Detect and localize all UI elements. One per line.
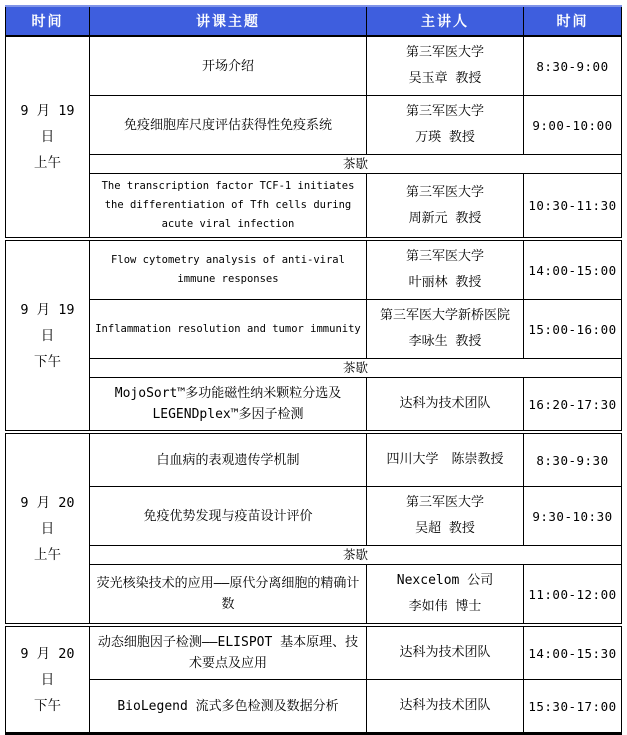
speaker-line: 第三军医大学 — [405, 104, 484, 119]
header-col-topic: 讲课主题 — [90, 6, 367, 36]
time-cell: 15:00-16:00 — [524, 300, 622, 359]
table-row — [6, 565, 622, 626]
speaker-cell — [367, 680, 524, 734]
schedule-section — [6, 239, 622, 432]
speaker-line: 第三军医大学新桥医院 — [379, 308, 510, 323]
table-row — [6, 625, 622, 680]
speaker-line: 四川大学 陈崇教授 — [386, 452, 504, 467]
topic-cell: MojoSort™多功能磁性纳米颗粒分选及LEGENDplex™多因子检测 — [90, 378, 367, 433]
table-row — [6, 36, 622, 96]
schedule-section — [6, 36, 622, 239]
date-text: 9 月 19 日 — [20, 301, 75, 344]
table-row — [6, 300, 622, 359]
date-text: 9 月 19 日 — [20, 103, 75, 145]
speaker-cell — [367, 96, 524, 155]
speaker-line: 第三军医大学 — [405, 249, 484, 264]
speaker-line: 达科为技术团队 — [399, 396, 491, 411]
speaker-line: 吴玉章 教授 — [408, 71, 482, 86]
speaker-cell — [367, 239, 524, 300]
topic-cell: 开场介绍 — [90, 36, 367, 96]
topic-cell: 免疫优势发现与疫苗设计评价 — [90, 487, 367, 546]
table-row — [6, 239, 622, 300]
time-cell: 16:20-17:30 — [524, 378, 622, 433]
speaker-cell — [367, 432, 524, 487]
speaker-cell — [367, 378, 524, 433]
speaker-cell — [367, 565, 524, 626]
time-cell: 9:00-10:00 — [524, 96, 622, 155]
speaker-line: 第三军医大学 — [405, 495, 484, 510]
topic-cell: Flow cytometry analysis of anti-viral immune responses — [90, 239, 367, 300]
time-cell: 14:00-15:00 — [524, 239, 622, 300]
date-cell — [6, 625, 90, 734]
schedule-table — [5, 5, 622, 735]
date-text: 9 月 20 日 — [20, 645, 75, 688]
break-cell: 茶歇 — [90, 155, 622, 174]
speaker-line: 李咏生 教授 — [408, 334, 482, 349]
header-col-date-time: 时间 — [6, 6, 90, 36]
table-row — [6, 432, 622, 487]
table-row — [6, 378, 622, 433]
date-cell — [6, 239, 90, 432]
speaker-cell — [367, 174, 524, 240]
topic-cell: 动态细胞因子检测——ELISPOT 基本原理、技术要点及应用 — [90, 625, 367, 680]
time-cell: 11:00-12:00 — [524, 565, 622, 626]
speaker-line: 吴超 教授 — [415, 521, 475, 536]
break-cell: 茶歇 — [90, 546, 622, 565]
break-row — [6, 155, 622, 174]
speaker-line: 周新元 教授 — [408, 210, 482, 226]
period-text: 下午 — [34, 353, 61, 370]
topic-cell: Inflammation resolution and tumor immunity — [90, 300, 367, 359]
table-row — [6, 680, 622, 734]
period-text: 上午 — [34, 155, 61, 171]
speaker-line: Nexcelom 公司 — [396, 573, 494, 588]
speaker-line: 第三军医大学 — [405, 45, 484, 60]
break-row — [6, 546, 622, 565]
time-cell: 15:30-17:00 — [524, 680, 622, 734]
topic-cell: 荧光核染技术的应用——原代分离细胞的精确计数 — [90, 565, 367, 626]
schedule-section — [6, 432, 622, 625]
speaker-cell — [367, 300, 524, 359]
date-text: 9 月 20 日 — [20, 494, 75, 537]
header-row — [6, 6, 622, 36]
table-row — [6, 487, 622, 546]
table-header — [6, 6, 622, 36]
date-cell — [6, 36, 90, 239]
topic-cell: BioLegend 流式多色检测及数据分析 — [90, 680, 367, 734]
period-text: 上午 — [34, 546, 61, 563]
header-col-time: 时间 — [524, 6, 622, 36]
speaker-line: 李如伟 博士 — [408, 599, 482, 614]
break-row — [6, 359, 622, 378]
time-cell: 8:30-9:00 — [524, 36, 622, 96]
topic-cell: The transcription factor TCF-1 initiates the differentiation of Tfh cells during acute viral infection — [90, 174, 367, 240]
schedule-section — [6, 625, 622, 734]
period-text: 下午 — [34, 697, 61, 714]
time-cell: 9:30-10:30 — [524, 487, 622, 546]
header-col-speaker: 主讲人 — [367, 6, 524, 36]
speaker-line: 叶丽林 教授 — [408, 275, 482, 290]
speaker-cell — [367, 625, 524, 680]
break-cell: 茶歇 — [90, 359, 622, 378]
speaker-cell — [367, 487, 524, 546]
table-row — [6, 96, 622, 155]
table-row — [6, 174, 622, 240]
topic-cell: 免疫细胞库尺度评估获得性免疫系统 — [90, 96, 367, 155]
speaker-line: 第三军医大学 — [405, 184, 484, 200]
speaker-line: 万瑛 教授 — [415, 130, 475, 145]
time-cell: 14:00-15:30 — [524, 625, 622, 680]
speaker-line: 达科为技术团队 — [399, 645, 491, 660]
time-cell: 8:30-9:30 — [524, 432, 622, 487]
date-cell — [6, 432, 90, 625]
speaker-line: 达科为技术团队 — [399, 698, 491, 713]
topic-cell: 白血病的表观遗传学机制 — [90, 432, 367, 487]
speaker-cell — [367, 36, 524, 96]
time-cell: 10:30-11:30 — [524, 174, 622, 240]
